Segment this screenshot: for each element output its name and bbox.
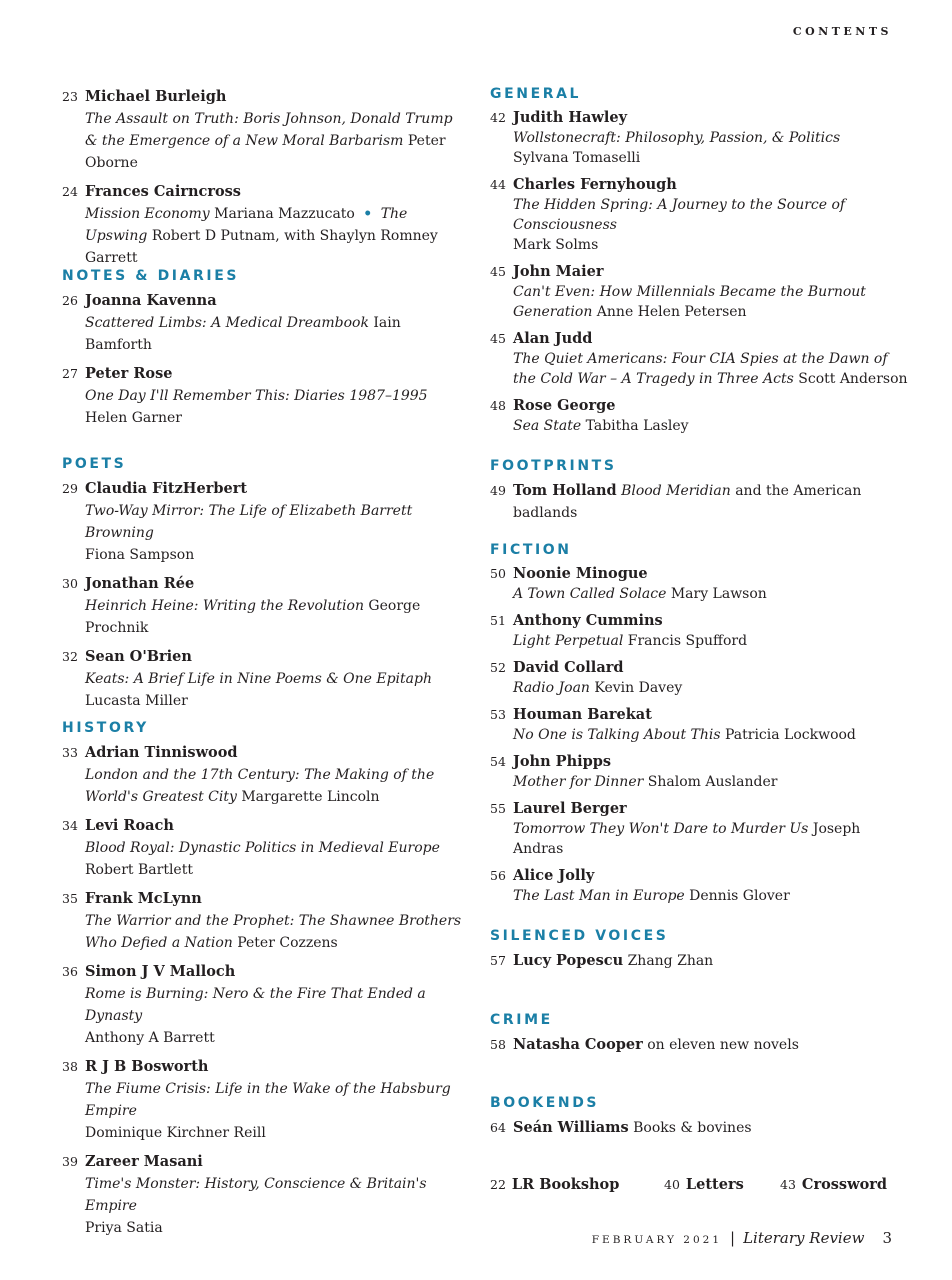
reviewer-name: Houman Barekat <box>513 706 652 723</box>
page-number: 30 <box>62 576 78 591</box>
footprints-section <box>490 458 910 524</box>
book-title: Wollstonecraft: Philosophy, Passion, & Politics <box>513 130 841 146</box>
poets-section <box>62 456 462 719</box>
book-title: The Assault on Truth: Boris Johnson, Donald Trump & the Emergence of a New Moral Barbarism <box>85 111 453 149</box>
book-title: London and the 17th Century: The Making of the World's Greatest City <box>85 767 435 805</box>
author-name: Helen Garner <box>85 410 182 426</box>
book-title: No One is Talking About This <box>513 727 721 743</box>
page-number: 58 <box>490 1037 506 1052</box>
book-title: Light Perpetual <box>513 633 624 649</box>
list-item[interactable] <box>490 799 910 859</box>
author-name: Francis Spufford <box>623 633 748 649</box>
page-number: 54 <box>490 754 506 769</box>
notes-diaries-section <box>62 268 462 436</box>
author-name: Fiona Sampson <box>85 547 195 563</box>
page-number: 51 <box>490 613 506 628</box>
author-name: Robert D Putnam, with Shaylyn Romney Garrett <box>85 228 438 266</box>
book-title: The Hidden Spring: A Journey to the Source of Consciousness <box>513 197 846 233</box>
author-name: George Prochnik <box>85 598 421 636</box>
author-name: Robert Bartlett <box>85 862 193 878</box>
list-item[interactable] <box>490 611 910 651</box>
work-details <box>513 678 910 698</box>
page-number: 34 <box>62 818 78 833</box>
book-title: Can't Even: How Millennials Became the Burnout Generation <box>513 284 866 320</box>
work-details <box>85 1078 462 1144</box>
footer-link-bookshop[interactable] <box>490 1176 619 1193</box>
bookends-section <box>490 1095 910 1139</box>
reviewer-name: Jonathan Rée <box>85 575 195 592</box>
reviewer-name: Alice Jolly <box>513 867 595 884</box>
book-title: Tomorrow They Won't Dare to Murder Us <box>513 821 809 837</box>
work-details <box>85 385 462 429</box>
page-number: 42 <box>490 110 506 125</box>
list-item[interactable] <box>490 108 910 168</box>
book-title: Rome is Burning: Nero & the Fire That Ended a Dynasty <box>85 986 426 1024</box>
book-title: Blood Meridian <box>621 483 731 499</box>
reviewer-name: Charles Fernyhough <box>513 176 677 193</box>
list-item[interactable] <box>62 181 462 269</box>
book-title: A Town Called Solace <box>513 586 667 602</box>
page-number: 43 <box>780 1177 796 1192</box>
list-item[interactable] <box>62 478 462 566</box>
list-item[interactable] <box>490 866 910 906</box>
list-item[interactable] <box>62 573 462 639</box>
work-details <box>85 203 462 269</box>
list-item[interactable] <box>490 950 910 972</box>
book-title: The Warrior and the Prophet: The Shawnee Brothers Who Defied a Nation <box>85 913 462 951</box>
work-details <box>513 772 910 792</box>
work-details <box>85 764 462 808</box>
book-title: Mother for Dinner <box>513 774 644 790</box>
list-item[interactable] <box>490 396 910 436</box>
page-number-footer: 3 <box>882 1229 892 1247</box>
footer-separator: | <box>730 1229 736 1247</box>
book-title: Scattered Limbs: A Medical Dreambook <box>85 315 369 331</box>
book-title: Radio Joan <box>513 680 590 696</box>
page-number: 44 <box>490 177 506 192</box>
list-item[interactable] <box>62 646 462 712</box>
page-number: 57 <box>490 953 506 968</box>
reviewer-name: Rose George <box>513 397 616 414</box>
page-number: 45 <box>490 331 506 346</box>
page-number: 38 <box>62 1059 78 1074</box>
list-item[interactable] <box>62 888 462 954</box>
intro-section <box>62 86 462 276</box>
page-number: 64 <box>490 1120 506 1135</box>
reviewer-name: Laurel Berger <box>513 800 627 817</box>
page-number: 45 <box>490 264 506 279</box>
reviewer-name: R J B Bosworth <box>85 1058 209 1075</box>
history-section <box>62 720 462 1246</box>
footer-link-label: LR Bookshop <box>511 1176 620 1193</box>
list-item[interactable] <box>490 705 910 745</box>
page-number: 36 <box>62 964 78 979</box>
list-item[interactable] <box>490 262 910 322</box>
work-details <box>513 349 910 389</box>
work-details <box>85 1173 462 1239</box>
book-title: Two-Way Mirror: The Life of Elizabeth Barrett Browning <box>85 503 413 541</box>
page-number: 26 <box>62 293 78 308</box>
book-title: Sea State <box>513 418 582 434</box>
list-item[interactable] <box>62 86 462 174</box>
author-name: Tabitha Lasley <box>581 418 689 434</box>
list-item[interactable] <box>490 480 910 524</box>
page-number: 40 <box>664 1177 680 1192</box>
page-number: 52 <box>490 660 506 675</box>
page-number: 53 <box>490 707 506 722</box>
footer-link-label: Crossword <box>801 1176 888 1193</box>
work-details <box>513 416 910 436</box>
page-number: 33 <box>62 745 78 760</box>
author-name: Shalom Auslander <box>643 774 778 790</box>
author-name: Joseph Andras <box>513 821 861 857</box>
list-item[interactable] <box>490 1117 910 1139</box>
author-name: Scott Anderson <box>793 371 908 387</box>
reviewer-name: Simon J V Malloch <box>85 963 236 980</box>
reviewer-name: Adrian Tinniswood <box>85 744 238 761</box>
reviewer-name: Peter Rose <box>85 365 173 382</box>
work-details <box>85 837 462 881</box>
bullet-separator: • <box>363 206 373 222</box>
book-title: Keats: A Brief Life in Nine Poems & One Epitaph <box>85 671 432 687</box>
reviewer-name: John Maier <box>513 263 604 280</box>
section-title-crime: CRIME <box>490 1012 553 1028</box>
author-name: Priya Satia <box>85 1220 163 1236</box>
list-item[interactable] <box>62 363 462 429</box>
section-title-general: GENERAL <box>490 86 582 102</box>
work-details <box>513 282 910 322</box>
reviewer-name: Zareer Masani <box>85 1153 203 1170</box>
work-details <box>513 631 910 651</box>
reviewer-name: Frank McLynn <box>85 890 202 907</box>
crime-section <box>490 1012 910 1056</box>
author-name: Kevin Davey <box>589 680 683 696</box>
work-details <box>85 595 462 639</box>
work-details <box>513 128 910 168</box>
list-item[interactable] <box>490 329 910 389</box>
page-number: 24 <box>62 184 78 199</box>
subtitle-text: and the American badlands <box>513 483 862 521</box>
subtitle-text: Books & bovines <box>628 1120 752 1136</box>
fiction-section <box>490 542 910 913</box>
work-details <box>85 983 462 1049</box>
list-item[interactable] <box>62 290 462 356</box>
reviewer-name: Anthony Cummins <box>513 612 663 629</box>
footer-link-letters[interactable] <box>664 1176 744 1193</box>
subtitle-text: on eleven new novels <box>642 1037 799 1053</box>
reviewer-name: Tom Holland <box>513 482 617 499</box>
work-details <box>513 195 910 255</box>
page-number: 49 <box>490 483 506 498</box>
reviewer-name: Sean O'Brien <box>85 648 192 665</box>
page-number: 23 <box>62 89 78 104</box>
reviewer-name: Seán Williams <box>513 1119 629 1136</box>
list-item[interactable] <box>490 1034 910 1056</box>
footer-link-crossword[interactable] <box>780 1176 887 1193</box>
author-name: Mariana Mazzucato <box>209 206 360 222</box>
section-title-footprints: FOOTPRINTS <box>490 458 617 474</box>
section-title-fiction: FICTION <box>490 542 572 558</box>
work-details <box>513 584 910 604</box>
book-title: The Upswing <box>85 206 408 244</box>
list-item[interactable] <box>490 564 910 604</box>
author-name: Sylvana Tomaselli <box>513 150 641 166</box>
author-name: Peter Cozzens <box>232 935 338 951</box>
page-number: 29 <box>62 481 78 496</box>
reviewer-name: Levi Roach <box>85 817 174 834</box>
work-details <box>85 108 462 174</box>
author-name: Anthony A Barrett <box>85 1030 215 1046</box>
page-number: 27 <box>62 366 78 381</box>
book-title: Time's Monster: History, Conscience & Britain's Empire <box>85 1176 427 1214</box>
page-number: 32 <box>62 649 78 664</box>
subtitle-text: Zhang Zhan <box>623 953 714 969</box>
list-item[interactable] <box>62 1056 462 1144</box>
book-title: The Fiume Crisis: Life in the Wake of the Habsburg Empire <box>85 1081 451 1119</box>
book-title: The Last Man in Europe <box>513 888 685 904</box>
list-item[interactable] <box>490 658 910 698</box>
list-item[interactable] <box>490 175 910 255</box>
author-name: Anne Helen Petersen <box>592 304 747 320</box>
work-details <box>513 886 910 906</box>
author-name: Lucasta Miller <box>85 693 188 709</box>
reviewer-name: Michael Burleigh <box>85 88 227 105</box>
reviewer-name: John Phipps <box>513 753 612 770</box>
book-title: Blood Royal: Dynastic Politics in Medieval Europe <box>85 840 440 856</box>
author-name: Iain Bamforth <box>85 315 401 353</box>
work-details <box>513 725 910 745</box>
book-title: The Quiet Americans: Four CIA Spies at the Dawn of the Cold War – A Tragedy in Three Acts <box>513 351 888 387</box>
reviewer-name: Frances Cairncross <box>85 183 241 200</box>
author-name: Mark Solms <box>513 237 599 253</box>
work-details <box>85 910 462 954</box>
work-details <box>513 819 910 859</box>
reviewer-name: Noonie Minogue <box>513 565 648 582</box>
issue-date: FEBRUARY 2021 <box>591 1234 723 1246</box>
author-name: Dominique Kirchner Reill <box>85 1125 266 1141</box>
reviewer-name: Natasha Cooper <box>513 1036 643 1053</box>
section-title-bookends: BOOKENDS <box>490 1095 600 1111</box>
reviewer-name: Alan Judd <box>513 330 593 347</box>
author-name: Mary Lawson <box>666 586 767 602</box>
book-title: Mission Economy <box>85 206 210 222</box>
page-number: 35 <box>62 891 78 906</box>
work-details <box>85 500 462 566</box>
book-title: One Day I'll Remember This: Diaries 1987–1995 <box>85 388 428 404</box>
book-title: Heinrich Heine: Writing the Revolution <box>85 598 364 614</box>
reviewer-name: David Collard <box>513 659 624 676</box>
section-title-notes: NOTES & DIARIES <box>62 268 240 284</box>
page-number: 48 <box>490 398 506 413</box>
page-number: 55 <box>490 801 506 816</box>
magazine-name: Literary Review <box>743 1229 865 1247</box>
reviewer-name: Lucy Popescu <box>513 952 624 969</box>
work-details <box>85 312 462 356</box>
page-number: 50 <box>490 566 506 581</box>
reviewer-name: Judith Hawley <box>513 109 628 126</box>
footer-link-label: Letters <box>685 1176 744 1193</box>
general-section <box>490 86 910 443</box>
page-number: 56 <box>490 868 506 883</box>
author-name: Dennis Glover <box>684 888 790 904</box>
work-details <box>85 668 462 712</box>
page-footer <box>592 1229 892 1247</box>
section-title-silenced: SILENCED VOICES <box>490 928 669 944</box>
author-name: Patricia Lockwood <box>720 727 856 743</box>
silenced-voices-section <box>490 928 910 972</box>
reviewer-name: Joanna Kavenna <box>85 292 217 309</box>
contents-header: CONTENTS <box>792 25 892 38</box>
reviewer-name: Claudia FitzHerbert <box>85 480 248 497</box>
page-number: 39 <box>62 1154 78 1169</box>
author-name: Margarette Lincoln <box>236 789 380 805</box>
list-item[interactable] <box>62 742 462 808</box>
section-title-history: HISTORY <box>62 720 149 736</box>
author-name: Peter Oborne <box>85 133 446 171</box>
list-item[interactable] <box>62 815 462 881</box>
list-item[interactable] <box>490 752 910 792</box>
page-number: 22 <box>490 1177 506 1192</box>
list-item[interactable] <box>62 1151 462 1239</box>
list-item[interactable] <box>62 961 462 1049</box>
section-title-poets: POETS <box>62 456 127 472</box>
